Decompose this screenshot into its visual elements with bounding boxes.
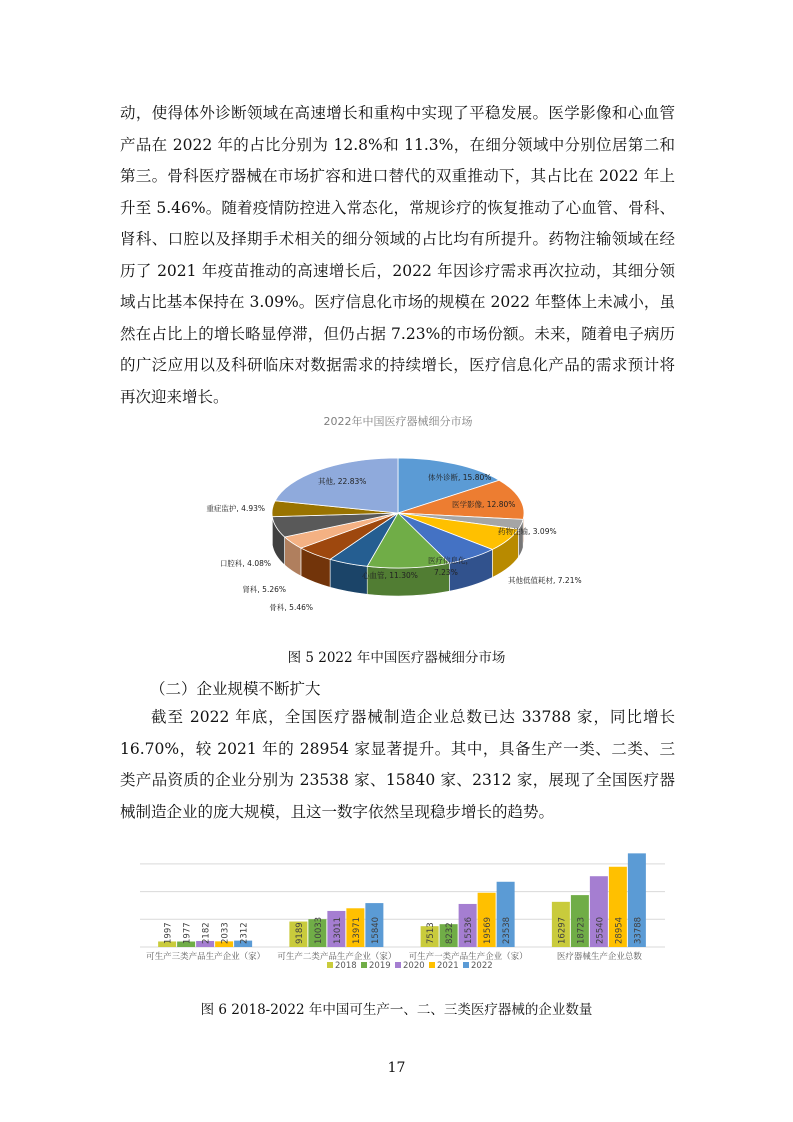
pie-chart — [0, 408, 793, 643]
bar-chart — [0, 845, 793, 980]
bar-value-label: 19569 — [483, 916, 494, 944]
legend-swatch-2021 — [429, 962, 435, 968]
bar-value-label: 9189 — [294, 922, 305, 944]
bar-value-label: 7513 — [426, 922, 437, 944]
figure-6-caption: 图 6 2018-2022 年中国可生产一、二、三类医疗器械的企业数量 — [200, 1002, 593, 1018]
pie-title: 2022年中国医疗器械细分市场 — [323, 415, 473, 428]
pie-label-口腔科: 口腔科, 4.08% — [219, 559, 271, 568]
section-subheading: （二）企业规模不断扩大 — [150, 680, 321, 698]
legend-label-2020: 2020 — [403, 961, 425, 971]
legend-swatch-2020 — [395, 962, 401, 968]
bar-value-label: 25540 — [595, 916, 606, 944]
legend-swatch-2022 — [463, 962, 469, 968]
bar-value-label: 1977 — [182, 922, 193, 944]
bar-value-label: 33788 — [633, 916, 644, 944]
pie-label-重症监护: 重症监护, 4.93% — [206, 504, 265, 513]
bar-category-label: 医疗器械生产企业总数 — [556, 952, 642, 962]
bar-category-label: 可生产一类产品生产企业（家） — [408, 952, 528, 962]
pie-label-医学影像: 医学影像, 12.80% — [452, 500, 516, 509]
legend-label-2022: 2022 — [471, 961, 493, 971]
bar-value-label: 16297 — [557, 916, 568, 944]
legend-swatch-2018 — [327, 962, 333, 968]
page-number: 17 — [387, 1060, 406, 1076]
bar-value-label: 2033 — [220, 922, 231, 944]
bar-value-label: 8232 — [445, 922, 456, 944]
pie-label-其他: 其他, 22.83% — [318, 477, 367, 486]
legend-label-2021: 2021 — [437, 961, 459, 971]
bar-value-label: 13971 — [351, 916, 362, 944]
pie-label-其他低值耗材: 其他低值耗材, 7.21% — [508, 576, 582, 585]
bar-value-label: 15840 — [370, 916, 381, 944]
legend-label-2019: 2019 — [369, 961, 391, 971]
bar-value-label: 23538 — [502, 916, 513, 944]
pie-label-医疗信息化: 医疗信息化， — [428, 556, 473, 565]
pie-label-value-医疗信息化: 7.23% — [434, 568, 458, 577]
pie-label-体外诊断: 体外诊断, 15.80% — [428, 473, 492, 482]
bar-value-label: 28954 — [614, 916, 625, 944]
legend-label-2018: 2018 — [335, 961, 357, 971]
bar-value-label: 2182 — [201, 922, 212, 944]
bar-value-label: 13011 — [332, 916, 343, 944]
legend-swatch-2019 — [361, 962, 367, 968]
bar-value-label: 15536 — [464, 916, 475, 944]
bar-category-label: 可生产二类产品生产企业（家） — [277, 952, 397, 962]
bar-value-label: 10033 — [313, 916, 324, 944]
bar-value-label: 1997 — [163, 922, 174, 944]
pie-label-药物注输: 药物注输, 3.09% — [498, 527, 557, 536]
pie-label-肾科: 肾科, 5.26% — [242, 585, 286, 594]
bar-category-label: 可生产三类产品生产企业（家） — [146, 952, 266, 962]
figure-5-caption: 图 5 2022 年中国医疗器械细分市场 — [287, 650, 506, 666]
paragraph-1: 动，使得体外诊断领域在高速增长和重构中实现了平稳发展。医学影像和心血管产品在 2022 年的占比分别为 12.8%和 11.3%，在细分领域中分别位居第二和第三。骨科医疗器械在市场扩容和进口替代的双重推动下，其占比在 2022 年上升至 5.46%。随着疫情防控进入常态化，常规诊疗的恢复推动了心血管、骨科、肾科、口腔以及择期手术相关的细分领域的占比均有所提升。药物注输领域在经历了 2021 年疫苗推动的高速增长后，2022 年因诊疗需求再次拉动，其细分领域占比基本保持在 3.09%。医疗信息化市场的规模在 2022 年整体上未减小，虽然在占比上的增长略显停滞，但仍占据 7.23%的市场份额。未来，随着电子病历的广泛应用以及科研临床对数据需求的持续增长，医疗信息化产品的需求预计将再次迎来增长。 — [120, 104, 675, 406]
pie-label-骨科: 骨科, 5.46% — [269, 603, 313, 612]
paragraph-2: 截至 2022 年底，全国医疗器械制造企业总数已达 33788 家，同比增长 16.70%，较 2021 年的 28954 家显著提升。其中，具备生产一类、二类、三类产品资质的企业分别为 23538 家、15840 家、2312 家，展现了全国医疗器械制造企业的庞大规模，且这一数字依然呈现稳步增长的趋势。 — [120, 708, 675, 821]
pie-label-心血管: 心血管, 11.30% — [362, 571, 418, 580]
bar-value-label: 2312 — [239, 922, 250, 944]
bar-value-label: 18723 — [576, 916, 587, 944]
